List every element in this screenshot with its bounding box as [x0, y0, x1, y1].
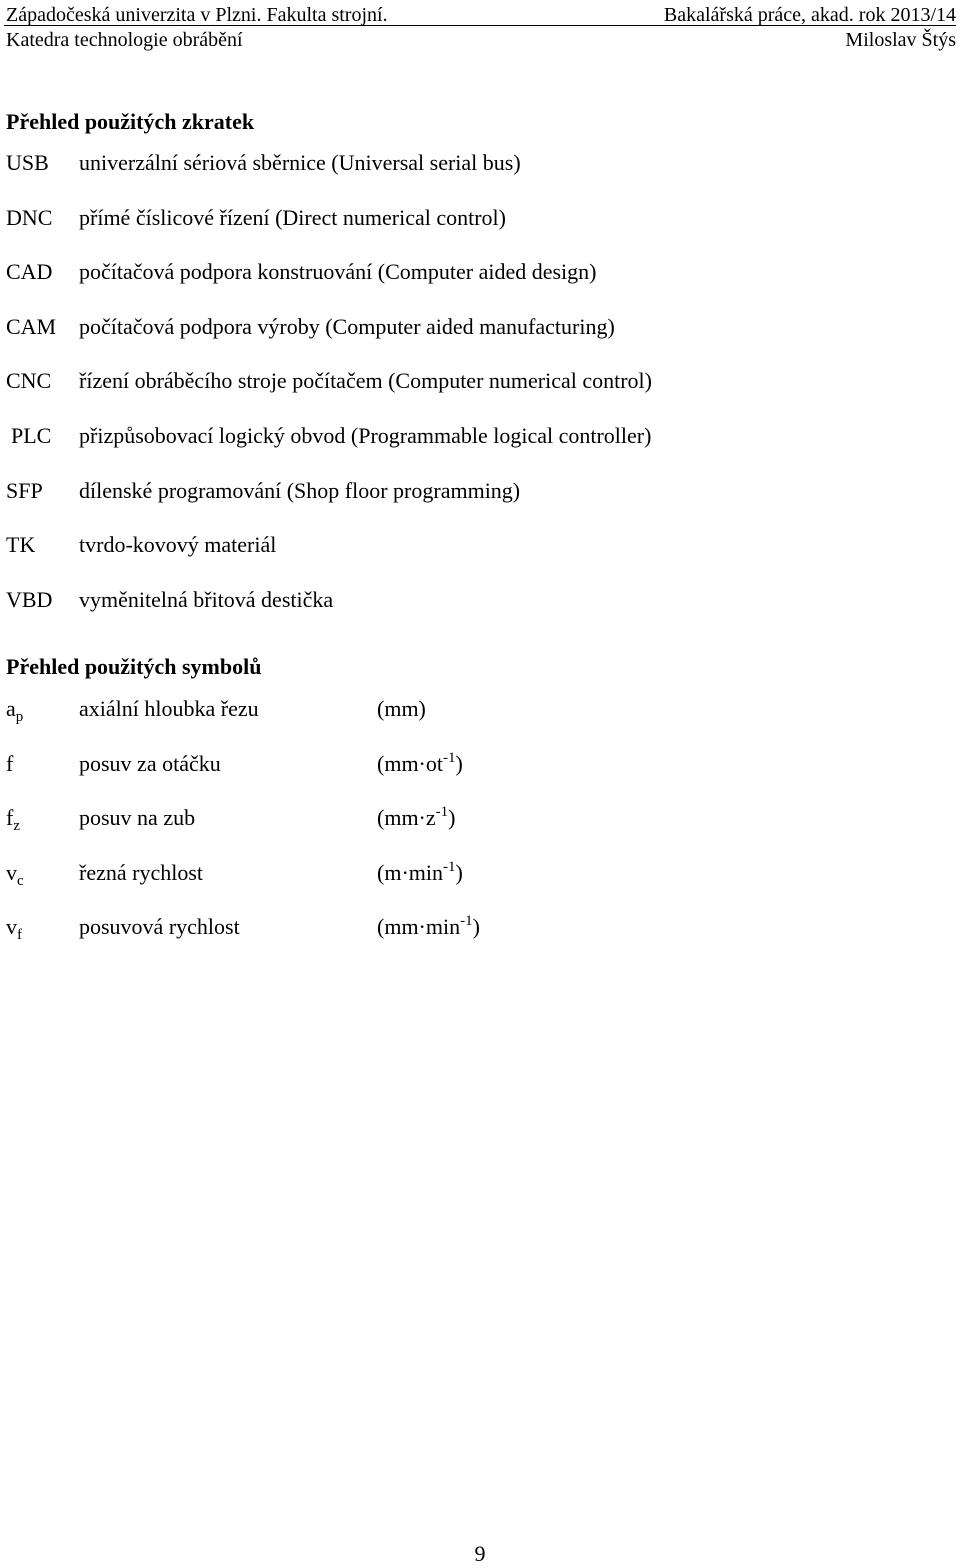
page-number: 9: [474, 1541, 486, 1566]
symbol-unit: $(mm\cdot ot^{-1})$: [377, 750, 463, 776]
symbols-heading: Přehled použitých symbolů: [6, 654, 262, 679]
symbol-description: posuvová rychlost: [79, 914, 240, 939]
abbreviation-description: počítačová podpora konstruování (Computer aided design): [79, 259, 597, 284]
symbol-name: $v_c$: [6, 860, 24, 889]
abbreviation-code: SFP: [6, 478, 43, 503]
symbol-name: $v_f$: [6, 914, 22, 943]
header-rule: [4, 25, 956, 26]
symbol-unit: $(m\cdot\min^{-1})$: [377, 859, 463, 885]
abbreviations-heading: Přehled použitých zkratek: [6, 109, 255, 134]
symbol-name: $a_p$: [6, 696, 24, 725]
symbol-name: f: [6, 751, 14, 776]
symbol-description: řezná rychlost: [79, 860, 203, 885]
symbol-description: posuv za otáčku: [79, 751, 221, 776]
abbreviation-description: tvrdo-kovový materiál: [79, 532, 277, 557]
abbreviation-description: přizpůsobovací logický obvod (Programmable logical controller): [79, 423, 652, 448]
abbreviation-code: TK: [6, 532, 36, 557]
symbol-description: axiální hloubka řezu: [79, 696, 259, 721]
symbol-description: posuv na zub: [79, 805, 196, 830]
abbreviation-description: univerzální sériová sběrnice (Universal serial bus): [79, 150, 521, 175]
symbol-unit: $(mm\cdot\min^{-1})$: [377, 913, 480, 939]
abbreviation-description: přímé číslicové řízení (Direct numerical control): [79, 205, 506, 230]
abbreviation-code: VBD: [6, 587, 53, 612]
symbol-name: $f_z$: [6, 805, 20, 834]
abbreviation-description: vyměnitelná břitová destička: [79, 587, 334, 612]
abbreviation-description: počítačová podpora výroby (Computer aided manufacturing): [79, 314, 615, 339]
header-author: Miloslav Štýs: [845, 29, 956, 51]
abbreviation-code: CAD: [6, 259, 53, 284]
symbol-unit: $(mm\cdot z^{-1})$: [377, 804, 456, 830]
abbreviation-code: DNC: [6, 205, 53, 230]
abbreviation-code: CNC: [6, 368, 52, 393]
symbol-unit: (mm): [377, 696, 426, 721]
abbreviation-code: USB: [6, 150, 49, 175]
header-thesis-info: Bakalářská práce, akad. rok 2013/14: [663, 4, 956, 26]
abbreviation-description: řízení obráběcího stroje počítačem (Computer numerical control): [79, 368, 652, 393]
abbreviation-description: dílenské programování (Shop floor programming): [79, 478, 521, 503]
abbreviation-code: CAM: [6, 314, 57, 339]
abbreviation-code: PLC: [11, 423, 52, 448]
header-university: Západočeská univerzita v Plzni. Fakulta strojní.: [6, 4, 388, 26]
header-department: Katedra technologie obrábění: [6, 29, 243, 51]
